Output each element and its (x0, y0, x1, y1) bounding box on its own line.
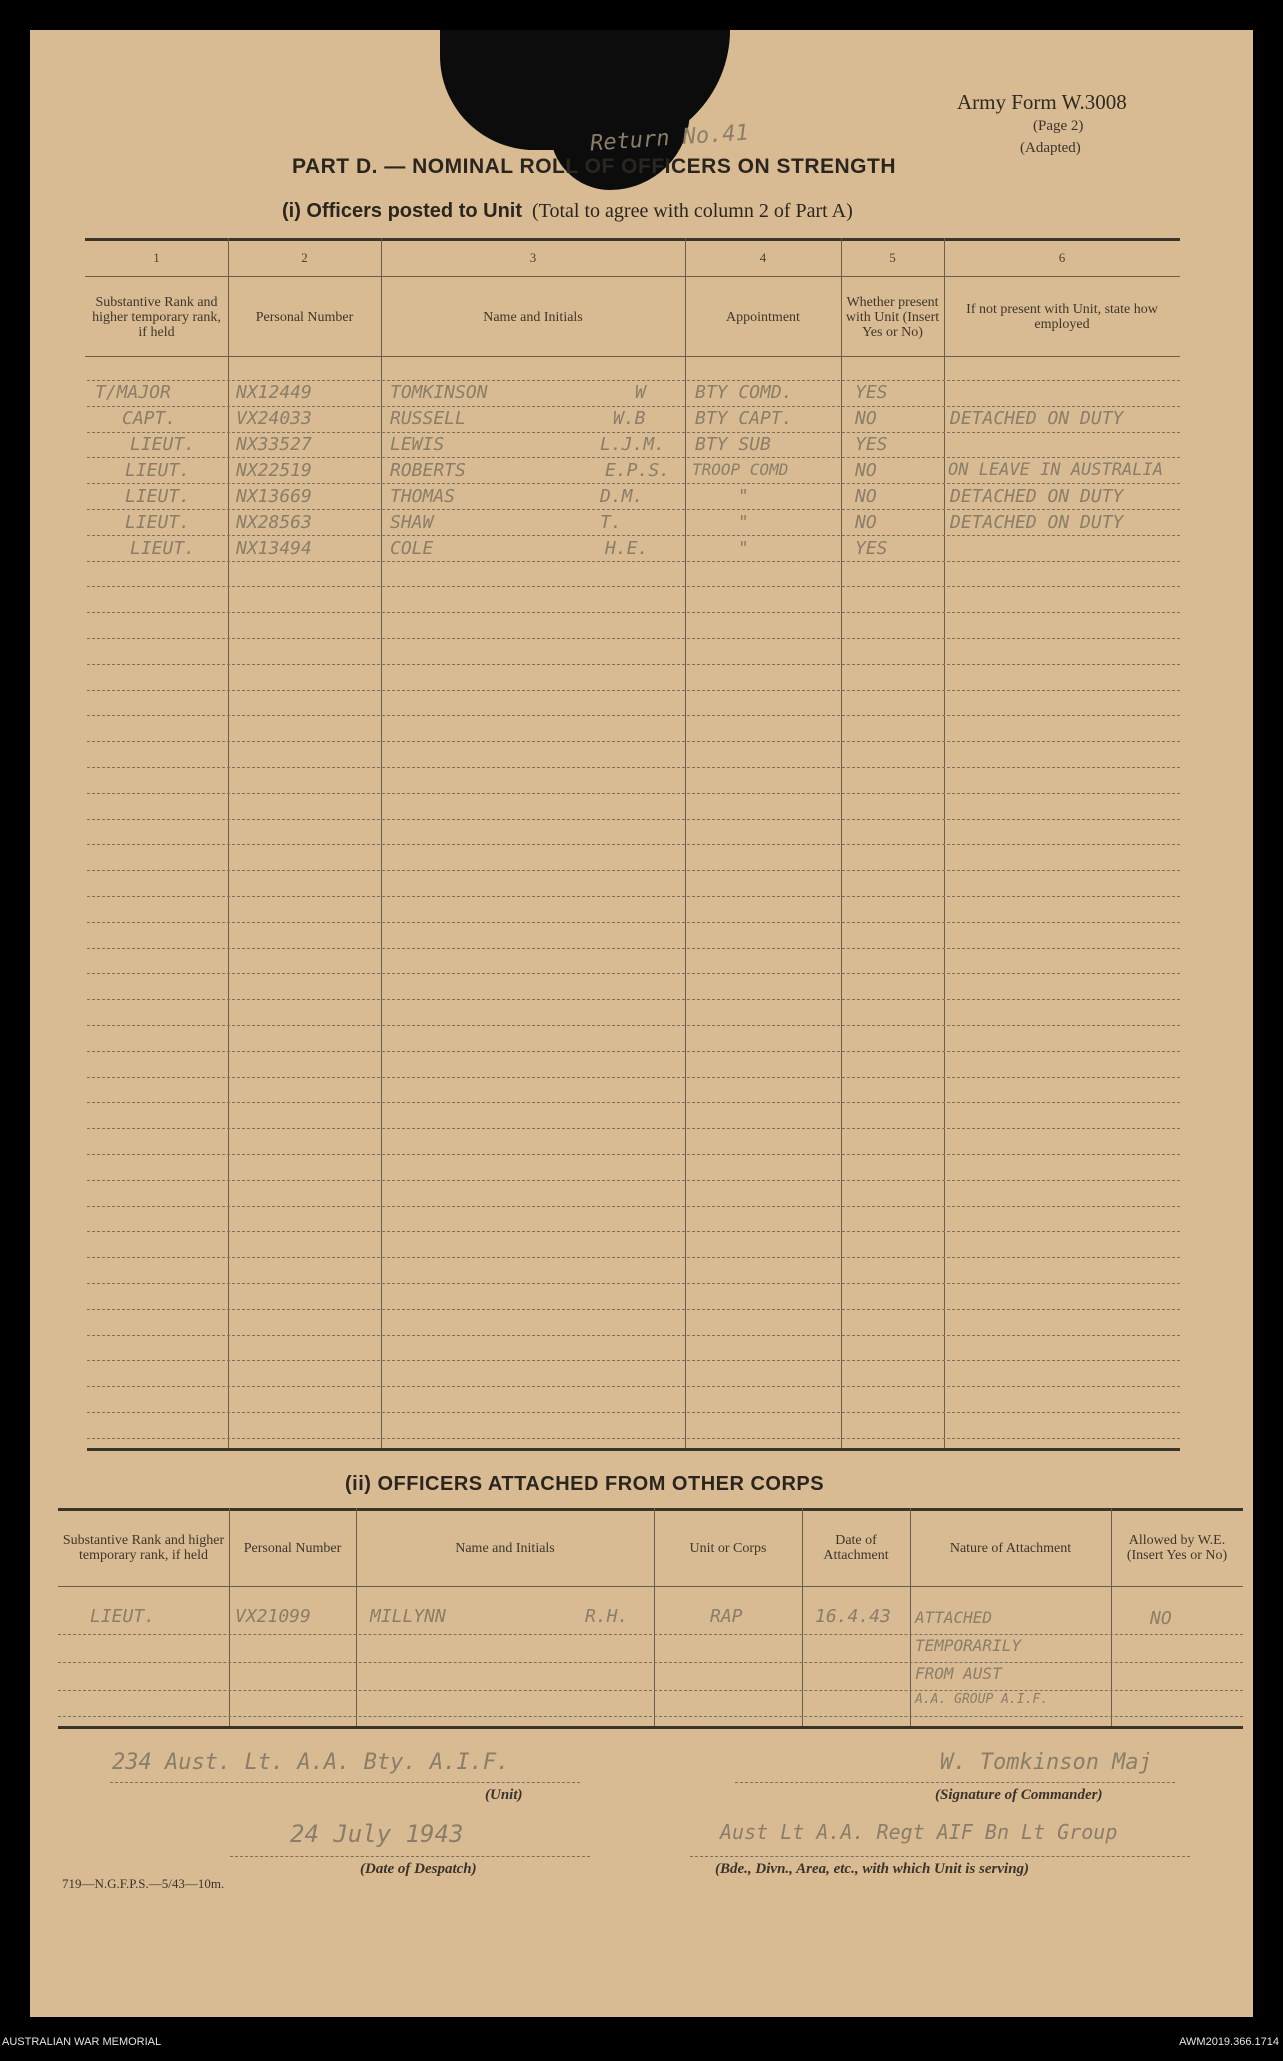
row-name: THOMAS (390, 486, 456, 507)
row-appointment: " (738, 538, 749, 559)
form-title: Army Form W.3008 (957, 90, 1127, 114)
row-rank: CAPT. (122, 408, 177, 429)
despatch-date-label: (Date of Despatch) (360, 1861, 477, 1877)
ruled-line (87, 1128, 1180, 1129)
row-number: VX24033 (236, 408, 312, 429)
row-rank: LIEUT. (125, 486, 191, 507)
row-number: NX33527 (236, 434, 312, 455)
form-adapted: (Adapted) (1020, 140, 1081, 156)
ruled-line (87, 1386, 1180, 1387)
ruled-line (87, 741, 1180, 742)
ruled-line (87, 1309, 1180, 1310)
ruled-line (87, 535, 1180, 536)
row-initials: W.B (613, 408, 646, 429)
ruled-line (87, 509, 1180, 510)
ruled-line (87, 896, 1180, 897)
ruled-line (87, 715, 1180, 716)
row-number: NX22519 (236, 460, 312, 481)
row-employed: DETACHED ON DUTY (950, 408, 1124, 429)
row-initials: E.P.S. (605, 460, 671, 481)
attached-nature: A.A. GROUP A.I.F. (915, 1692, 1049, 1707)
ruled-line (87, 586, 1180, 587)
section1-suffix: (Total to agree with column 2 of Part A) (532, 200, 853, 222)
ruled-line (87, 1077, 1180, 1078)
attached-allowed: NO (1150, 1608, 1172, 1629)
ruled-line (87, 664, 1180, 665)
row-employed: ON LEAVE IN AUSTRALIA (948, 460, 1163, 480)
attached-date: 16.4.43 (815, 1606, 891, 1627)
ruled-line (87, 844, 1180, 845)
bde-label: (Bde., Divn., Area, etc., with which Unit is serving) (715, 1861, 1030, 1877)
row-name: SHAW (390, 512, 434, 533)
header-appointment: Appointment (726, 309, 800, 325)
ruled-line (87, 1412, 1180, 1413)
ruled-line (87, 457, 1180, 458)
row-rank: LIEUT. (130, 434, 196, 455)
despatch-date-value: 24 July 1943 (290, 1820, 464, 1848)
row-number: NX13494 (236, 538, 312, 559)
header-name: Name and Initials (455, 1540, 555, 1556)
section1-prefix: (i) Officers posted to Unit (282, 200, 522, 222)
ruled-line (87, 380, 1180, 381)
row-number: NX12449 (236, 382, 312, 403)
header-rank: Substantive Rank and higher temporary rank, if held (92, 294, 221, 340)
ruled-line (87, 922, 1180, 923)
print-code: 719—N.G.F.P.S.—5/43—10m. (62, 1876, 225, 1891)
header-personal-number: Personal Number (243, 1540, 342, 1556)
ruled-line (87, 406, 1180, 407)
ruled-line (87, 1360, 1180, 1361)
ruled-line (87, 432, 1180, 433)
section2-heading: (ii) OFFICERS ATTACHED FROM OTHER CORPS (345, 1473, 825, 1495)
ruled-line (87, 1180, 1180, 1181)
archive-reference: AWM2019.366.1714 (1179, 2036, 1279, 2048)
ruled-line (87, 1206, 1180, 1207)
row-appointment: BTY CAPT. (695, 408, 793, 429)
row-present: NO (855, 512, 877, 533)
unit-value: 234 Aust. Lt. A.A. Bty. A.I.F. (112, 1750, 510, 1775)
row-initials: D.M. (600, 486, 644, 507)
row-rank: LIEUT. (125, 460, 191, 481)
header-employment: If not present with Unit, state how employed (966, 302, 1158, 332)
ruled-line (87, 948, 1180, 949)
row-name: TOMKINSON (390, 382, 488, 403)
row-appointment: BTY SUB (695, 434, 771, 455)
attached-nature: TEMPORARILY (915, 1636, 1021, 1655)
attached-name: MILLYNN (370, 1606, 446, 1627)
row-initials: T. (600, 512, 622, 533)
row-appointment: " (738, 512, 749, 533)
header-date-attachment: Date of Attachment (823, 1533, 889, 1563)
column-number: 5 (889, 250, 896, 265)
signature-label: (Signature of Commander) (935, 1787, 1103, 1803)
form-page (30, 30, 1253, 2017)
ruled-line (87, 1231, 1180, 1232)
return-note: Return No.41 (589, 120, 750, 157)
ruled-line (87, 483, 1180, 484)
row-initials: W (635, 382, 646, 403)
row-rank: LIEUT. (125, 512, 191, 533)
row-present: YES (855, 434, 888, 455)
archive-credit: AUSTRALIAN WAR MEMORIAL (2, 2036, 162, 2048)
column-number: 1 (153, 250, 160, 265)
row-name: COLE (390, 538, 434, 559)
row-name: RUSSELL (390, 408, 466, 429)
page-title: PART D. — NOMINAL ROLL OF OFFICERS ON STRENGTH (292, 155, 896, 178)
attached-nature: FROM AUST (915, 1664, 1002, 1683)
ruled-line (87, 1102, 1180, 1103)
signature-value: W. Tomkinson Maj (940, 1750, 1152, 1775)
ruled-line (87, 1154, 1180, 1155)
row-name: ROBERTS (390, 460, 466, 481)
header-unit-corps: Unit or Corps (689, 1540, 767, 1556)
row-present: NO (855, 486, 877, 507)
ruled-line (87, 1025, 1180, 1026)
ruled-line (87, 1335, 1180, 1336)
row-initials: H.E. (605, 538, 649, 559)
form-page-number: (Page 2) (1033, 118, 1084, 134)
header-present: Whether present with Unit (Insert Yes or No) (845, 294, 940, 340)
attached-number: VX21099 (235, 1606, 311, 1627)
attached-unit: RAP (710, 1606, 743, 1627)
ruled-line (87, 999, 1180, 1000)
row-name: LEWIS (390, 434, 445, 455)
column-number: 4 (759, 250, 767, 265)
row-present: YES (855, 538, 888, 559)
unit-label: (Unit) (485, 1787, 523, 1803)
header-allowed: Allowed by W.E. (Insert Yes or No) (1126, 1533, 1228, 1563)
row-appointment: " (738, 486, 749, 507)
row-employed: DETACHED ON DUTY (950, 486, 1124, 507)
header-rank: Substantive Rank and higher temporary rank, if held (62, 1533, 225, 1563)
column-number: 6 (1058, 250, 1066, 265)
header-name: Name and Initials (483, 309, 583, 325)
header-personal-number: Personal Number (255, 309, 354, 325)
attached-initials: R.H. (585, 1606, 629, 1627)
row-rank: LIEUT. (130, 538, 196, 559)
header-nature-attachment: Nature of Attachment (949, 1540, 1072, 1556)
section1-heading (282, 200, 853, 223)
row-appointment: TROOP COMD (692, 460, 789, 479)
column-number: 2 (301, 250, 308, 265)
row-number: NX13669 (236, 486, 312, 507)
attached-rank: LIEUT. (90, 1606, 156, 1627)
ruled-line (87, 1283, 1180, 1284)
ruled-line (87, 973, 1180, 974)
ruled-line (87, 1051, 1180, 1052)
row-number: NX28563 (236, 512, 312, 533)
ruled-line (87, 1438, 1180, 1439)
row-rank: T/MAJOR (95, 382, 171, 403)
attached-nature: ATTACHED (915, 1608, 993, 1627)
ruled-line (87, 638, 1180, 639)
row-employed: DETACHED ON DUTY (950, 512, 1124, 533)
ruled-line (87, 1257, 1180, 1258)
row-present: NO (855, 460, 877, 481)
ruled-line (87, 793, 1180, 794)
row-appointment: BTY COMD. (695, 382, 793, 403)
column-number: 3 (529, 250, 537, 265)
row-present: YES (855, 382, 888, 403)
row-initials: L.J.M. (600, 434, 666, 455)
ruled-line (87, 690, 1180, 691)
ruled-line (87, 612, 1180, 613)
ruled-line (87, 819, 1180, 820)
ruled-line (87, 561, 1180, 562)
row-present: NO (855, 408, 877, 429)
ruled-line (87, 767, 1180, 768)
ruled-line (87, 870, 1180, 871)
bde-value: Aust Lt A.A. Regt AIF Bn Lt Group (720, 1820, 1118, 1844)
